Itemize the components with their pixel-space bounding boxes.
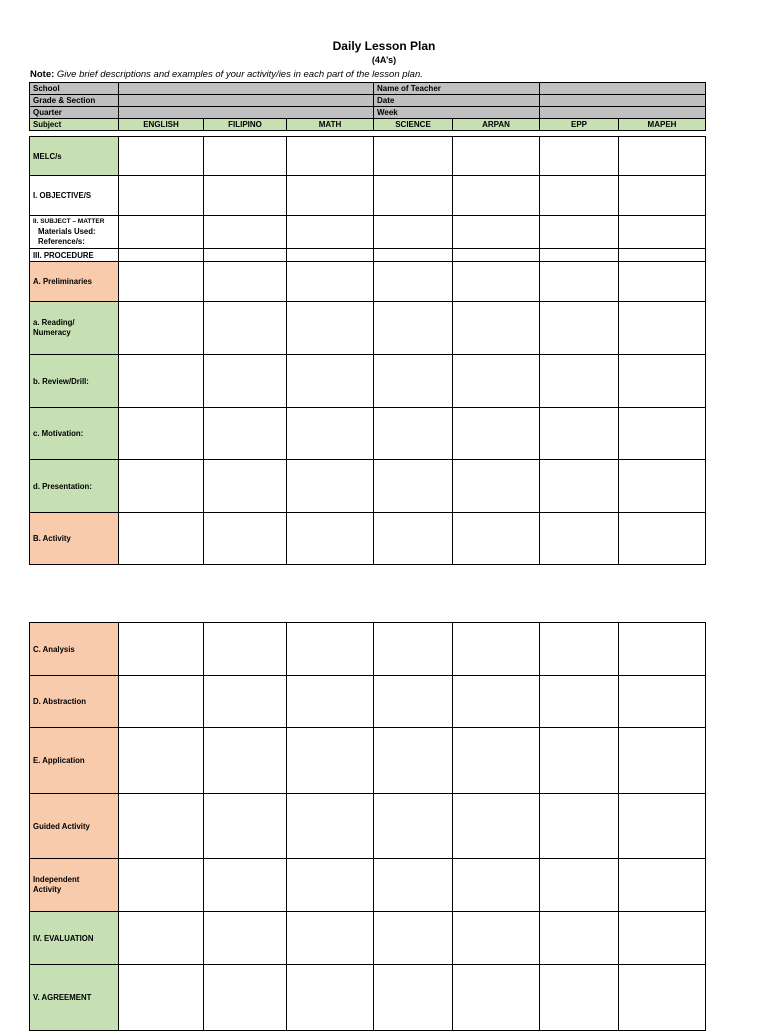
table-cell[interactable] <box>287 965 374 1031</box>
table-cell[interactable] <box>619 137 706 176</box>
week-input[interactable] <box>540 107 706 119</box>
table-cell[interactable] <box>287 355 374 408</box>
table-cell[interactable] <box>119 408 204 460</box>
table-cell[interactable] <box>453 794 540 859</box>
table-cell[interactable] <box>619 262 706 302</box>
table-cell[interactable] <box>204 912 287 965</box>
table-cell[interactable] <box>540 460 619 513</box>
header-row-grade <box>30 95 706 107</box>
table-cell[interactable] <box>453 859 540 912</box>
table-cell[interactable] <box>119 262 204 302</box>
row-label <box>30 302 119 355</box>
table-cell[interactable] <box>204 355 287 408</box>
table-cell[interactable] <box>119 859 204 912</box>
table-cell[interactable] <box>287 513 374 565</box>
table-cell[interactable] <box>287 302 374 355</box>
table-cell[interactable] <box>374 408 453 460</box>
row-melcs <box>30 137 706 176</box>
school-input[interactable] <box>119 83 374 95</box>
table-cell[interactable] <box>204 302 287 355</box>
table-cell[interactable] <box>619 460 706 513</box>
row-objectives <box>30 176 706 216</box>
row-label: IV. EVALUATION <box>30 912 119 965</box>
page-subtitle: (4A’s) <box>371 55 397 65</box>
row-label: B. Activity <box>30 513 119 565</box>
table-cell[interactable] <box>204 676 287 728</box>
table-cell[interactable] <box>619 728 706 794</box>
row-label: E. Application <box>30 728 119 794</box>
row-agreement <box>30 965 706 1031</box>
table-cell[interactable] <box>540 249 619 262</box>
row-reading-numeracy <box>30 302 706 355</box>
table-cell[interactable] <box>540 965 619 1031</box>
table-cell[interactable] <box>374 623 453 676</box>
subject-arpan: ARPAN <box>453 119 540 131</box>
row-label: c. Motivation: <box>30 408 119 460</box>
table-cell[interactable] <box>374 965 453 1031</box>
table-cell[interactable] <box>287 728 374 794</box>
table-cell[interactable] <box>540 408 619 460</box>
table-cell[interactable] <box>453 460 540 513</box>
table-cell[interactable] <box>204 408 287 460</box>
table-cell[interactable] <box>540 728 619 794</box>
table-cell[interactable] <box>287 460 374 513</box>
table-cell[interactable] <box>119 216 204 249</box>
table-cell[interactable] <box>540 676 619 728</box>
table-cell[interactable] <box>287 408 374 460</box>
table-cell[interactable] <box>453 408 540 460</box>
table-cell[interactable] <box>540 355 619 408</box>
row-analysis <box>30 623 706 676</box>
table-cell[interactable] <box>453 176 540 216</box>
table-cell[interactable] <box>453 676 540 728</box>
lesson-plan-table-page1 <box>29 82 706 131</box>
table-cell[interactable] <box>204 513 287 565</box>
quarter-input[interactable] <box>119 107 374 119</box>
page-title: Daily Lesson Plan <box>332 39 436 53</box>
teacher-input[interactable] <box>540 83 706 95</box>
quarter-label: Quarter <box>30 107 119 119</box>
table-cell[interactable] <box>204 623 287 676</box>
table-cell[interactable] <box>374 676 453 728</box>
table-cell[interactable] <box>619 355 706 408</box>
table-cell[interactable] <box>287 216 374 249</box>
row-label: d. Presentation: <box>30 460 119 513</box>
row-application <box>30 728 706 794</box>
table-cell[interactable] <box>119 302 204 355</box>
table-cell[interactable] <box>619 912 706 965</box>
table-cell[interactable] <box>540 912 619 965</box>
table-cell[interactable] <box>540 137 619 176</box>
table-cell[interactable] <box>453 513 540 565</box>
header-row-school <box>30 83 706 95</box>
table-cell[interactable] <box>119 728 204 794</box>
table-cell[interactable] <box>287 623 374 676</box>
row-label: C. Analysis <box>30 623 119 676</box>
references-label: Reference/s: <box>38 237 85 246</box>
materials-used-label: Materials Used: <box>38 227 96 236</box>
table-cell[interactable] <box>540 794 619 859</box>
row-label: V. AGREEMENT <box>30 965 119 1031</box>
row-preliminaries <box>30 262 706 302</box>
subject-matter-label: II. SUBJECT – MATTER <box>33 218 105 225</box>
table-cell[interactable] <box>374 302 453 355</box>
table-cell[interactable] <box>619 513 706 565</box>
row-independent-activity <box>30 859 706 912</box>
table-cell[interactable] <box>204 176 287 216</box>
table-cell[interactable] <box>619 965 706 1031</box>
table-cell[interactable] <box>619 676 706 728</box>
table-cell[interactable] <box>374 912 453 965</box>
row-activity <box>30 513 706 565</box>
table-cell[interactable] <box>204 249 287 262</box>
independent-label: Independent <box>33 875 80 884</box>
table-cell[interactable] <box>540 176 619 216</box>
grade-section-input[interactable] <box>119 95 374 107</box>
subject-label: Subject <box>30 119 119 131</box>
table-cell[interactable] <box>619 249 706 262</box>
teacher-label: Name of Teacher <box>374 83 540 95</box>
table-cell[interactable] <box>119 355 204 408</box>
table-cell[interactable] <box>453 728 540 794</box>
table-cell[interactable] <box>453 912 540 965</box>
table-cell[interactable] <box>119 176 204 216</box>
row-abstraction <box>30 676 706 728</box>
table-cell[interactable] <box>374 176 453 216</box>
week-label: Week <box>374 107 540 119</box>
table-cell[interactable] <box>540 623 619 676</box>
table-cell[interactable] <box>204 216 287 249</box>
row-label: I. OBJECTIVE/S <box>30 176 119 216</box>
table-cell[interactable] <box>119 249 204 262</box>
table-cell[interactable] <box>619 408 706 460</box>
row-motivation <box>30 408 706 460</box>
table-cell[interactable] <box>374 137 453 176</box>
school-label: School <box>30 83 119 95</box>
table-cell[interactable] <box>453 137 540 176</box>
table-cell[interactable] <box>453 965 540 1031</box>
table-cell[interactable] <box>119 676 204 728</box>
subject-header-row <box>30 119 706 131</box>
note <box>30 69 423 80</box>
subject-science: SCIENCE <box>374 119 453 131</box>
row-label: A. Preliminaries <box>30 262 119 302</box>
table-cell[interactable] <box>619 794 706 859</box>
table-cell[interactable] <box>540 216 619 249</box>
row-label <box>30 859 119 912</box>
header-row-quarter <box>30 107 706 119</box>
table-cell[interactable] <box>119 794 204 859</box>
row-review-drill <box>30 355 706 408</box>
table-cell[interactable] <box>374 216 453 249</box>
table-cell[interactable] <box>119 912 204 965</box>
note-label: Note: <box>30 69 55 80</box>
table-cell[interactable] <box>119 460 204 513</box>
row-label: D. Abstraction <box>30 676 119 728</box>
row-subject-matter <box>30 216 706 249</box>
table-cell[interactable] <box>119 137 204 176</box>
row-presentation <box>30 460 706 513</box>
table-cell[interactable] <box>119 623 204 676</box>
table-cell[interactable] <box>453 262 540 302</box>
row-evaluation <box>30 912 706 965</box>
row-label: III. PROCEDURE <box>30 249 119 262</box>
activity-label: Activity <box>33 885 62 894</box>
table-cell[interactable] <box>453 216 540 249</box>
row-procedure <box>30 249 706 262</box>
table-cell[interactable] <box>374 794 453 859</box>
table-cell[interactable] <box>287 176 374 216</box>
row-label: MELC/s <box>30 137 119 176</box>
row-label <box>30 216 119 249</box>
table-cell[interactable] <box>287 794 374 859</box>
table-cell[interactable] <box>374 513 453 565</box>
table-cell[interactable] <box>374 728 453 794</box>
table-cell[interactable] <box>453 249 540 262</box>
table-cell[interactable] <box>204 794 287 859</box>
grade-section-label: Grade & Section <box>30 95 119 107</box>
row-guided-activity <box>30 794 706 859</box>
table-cell[interactable] <box>204 137 287 176</box>
reading-label: a. Reading/ <box>33 318 75 327</box>
table-cell[interactable] <box>204 859 287 912</box>
table-cell[interactable] <box>119 965 204 1031</box>
table-cell[interactable] <box>374 262 453 302</box>
table-cell[interactable] <box>453 355 540 408</box>
date-label: Date <box>374 95 540 107</box>
table-cell[interactable] <box>374 355 453 408</box>
table-cell[interactable] <box>540 859 619 912</box>
subject-filipino: FILIPINO <box>204 119 287 131</box>
table-cell[interactable] <box>540 513 619 565</box>
subject-math: MATH <box>287 119 374 131</box>
row-label: b. Review/Drill: <box>30 355 119 408</box>
table-cell[interactable] <box>619 623 706 676</box>
table-cell[interactable] <box>540 262 619 302</box>
subject-mapeh: MAPEH <box>619 119 706 131</box>
table-cell[interactable] <box>287 912 374 965</box>
table-cell[interactable] <box>374 859 453 912</box>
lesson-plan-table-page2 <box>29 622 706 1031</box>
date-input[interactable] <box>540 95 706 107</box>
table-cell[interactable] <box>287 249 374 262</box>
table-cell[interactable] <box>287 859 374 912</box>
table-cell[interactable] <box>540 302 619 355</box>
table-cell[interactable] <box>204 965 287 1031</box>
table-cell[interactable] <box>204 728 287 794</box>
table-cell[interactable] <box>619 176 706 216</box>
table-cell[interactable] <box>374 460 453 513</box>
note-text: Give brief descriptions and examples of your activity/ies in each part of the lesson plan. <box>56 69 423 80</box>
table-cell[interactable] <box>453 623 540 676</box>
table-cell[interactable] <box>374 249 453 262</box>
table-cell[interactable] <box>619 302 706 355</box>
table-cell[interactable] <box>619 859 706 912</box>
row-label: Guided Activity <box>30 794 119 859</box>
table-cell[interactable] <box>287 262 374 302</box>
table-cell[interactable] <box>287 137 374 176</box>
table-cell[interactable] <box>119 513 204 565</box>
table-cell[interactable] <box>619 216 706 249</box>
table-cell[interactable] <box>287 676 374 728</box>
lesson-plan-body-page1 <box>29 136 706 565</box>
table-cell[interactable] <box>204 460 287 513</box>
numeracy-label: Numeracy <box>33 328 71 337</box>
table-cell[interactable] <box>204 262 287 302</box>
table-cell[interactable] <box>453 302 540 355</box>
subject-epp: EPP <box>540 119 619 131</box>
subject-english: ENGLISH <box>119 119 204 131</box>
